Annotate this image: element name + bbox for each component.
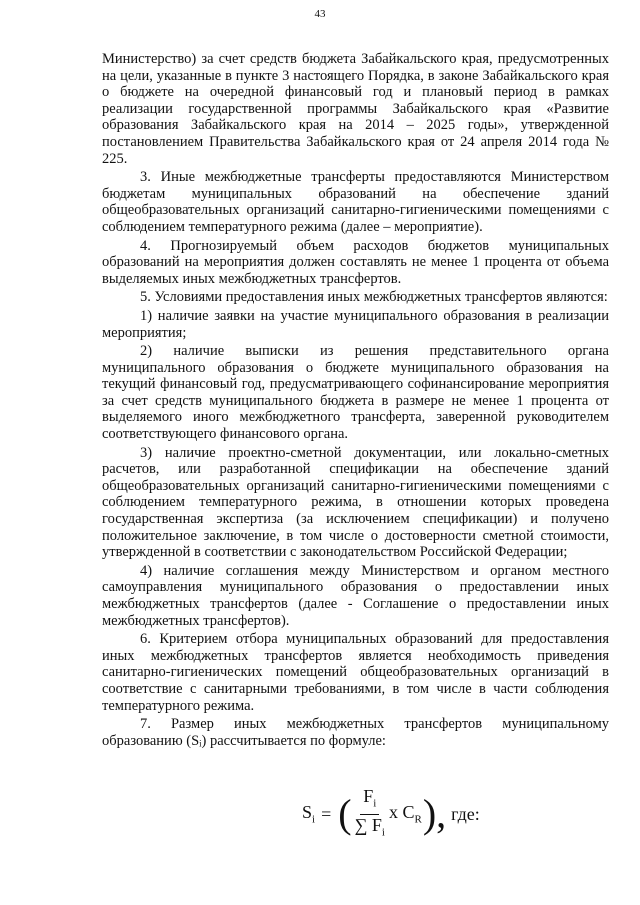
paragraph-item-4: 4. Прогнозируемый объем расходов бюджетов муниципальных образований на мероприятия должен составлять не менее 1 процента от объема выделяемых иных межбюджетных трансфертов. [102, 237, 609, 287]
page-number: 43 [314, 8, 326, 20]
formula-fraction [355, 786, 385, 842]
formula [302, 786, 480, 842]
formula-denominator: ∑ $F_i$ [354, 814, 385, 839]
paragraph-item-5: 5. Условиями предоставления иных межбюджетных трансфертов являются: [140, 289, 608, 306]
paragraph-condition-4: 4) наличие соглашения между Министерством и органом местного самоуправления муниципального образования о предоставлении иных межбюджетных трансфертов (далее - Соглашение о предоставлении иных межбюджетных трансфертов). [102, 562, 609, 629]
formula-open-paren: ( [338, 791, 352, 837]
formula-numerator: $F_i$ [360, 786, 379, 815]
paragraph-item-3: 3. Иные межбюджетные трансферты предоставляются Министерством бюджетам муниципальных образований на обеспечение зданий общеобразовательных организаций санитарно-гигиеническими помещениями с соблюдением температурного режима (далее – мероприятие). [102, 169, 609, 235]
paragraph-item-6: 6. Критерием отбора муниципальных образований для предоставления иных межбюджетных трансфертов является необходимость приведения санитарно-гигиенических помещений общеобразовательных организаций в соответствие с санитарными требованиями, в том числе в части соблюдения температурного режима. [102, 631, 609, 714]
paragraph-condition-3: 3) наличие проектно-сметной документации, или локально-сметных расчетов, или разработанной спецификации на обеспечение зданий общеобразовательных организаций санитарно-гигиеническими помещениями с соблюдением температурного режима, в отношении которых проведена государственная экспертиза (за исключением спецификации) и получено положительное заключение, в том числе о достоверности сметной стоимости, утвержденной в соответствии с законодательством Российской Федерации; [102, 444, 609, 561]
formula-times: x $C_R$ [388, 802, 422, 826]
paragraph-condition-1: 1) наличие заявки на участие муниципального образования в реализации мероприятия; [102, 307, 609, 341]
paragraph-condition-2: 2) наличие выписки из решения представительного органа муниципального образования о бюджете муниципального образования на текущий финансовый год, предусматривающего софинансирование мероприятия за счет средств муниципального бюджета в размере не менее 1 процента от выделяемого иного межбюджетного трансферта, заверенной руководителем соответствующего финансового органа. [102, 343, 609, 443]
formula-close-paren: ), [422, 791, 447, 837]
formula-suffix: где: [451, 803, 480, 824]
formula-lhs: $S_i$ [302, 802, 316, 826]
formula-equals: = [321, 803, 332, 824]
paragraph-continuation: Министерство) за счет средств бюджета Забайкальского края, предусмотренных на цели, указанные в пункте 3 настоящего Порядка, в законе Забайкальского края о бюджете на очередной финансовый год и плановый период в рамках реализации государственной программы Забайкальского края «Развитие образования Забайкальского края на 2014 – 2025 годы», утвержденной постановлением Правительства Забайкальского края от 24 апреля 2014 года № 225. [102, 51, 609, 167]
document-body [102, 51, 609, 751]
paragraph-item-7: 7. Размер иных межбюджетных трансфертов муниципальному образованию (Sᵢ) рассчитывается по формуле: [102, 716, 609, 749]
